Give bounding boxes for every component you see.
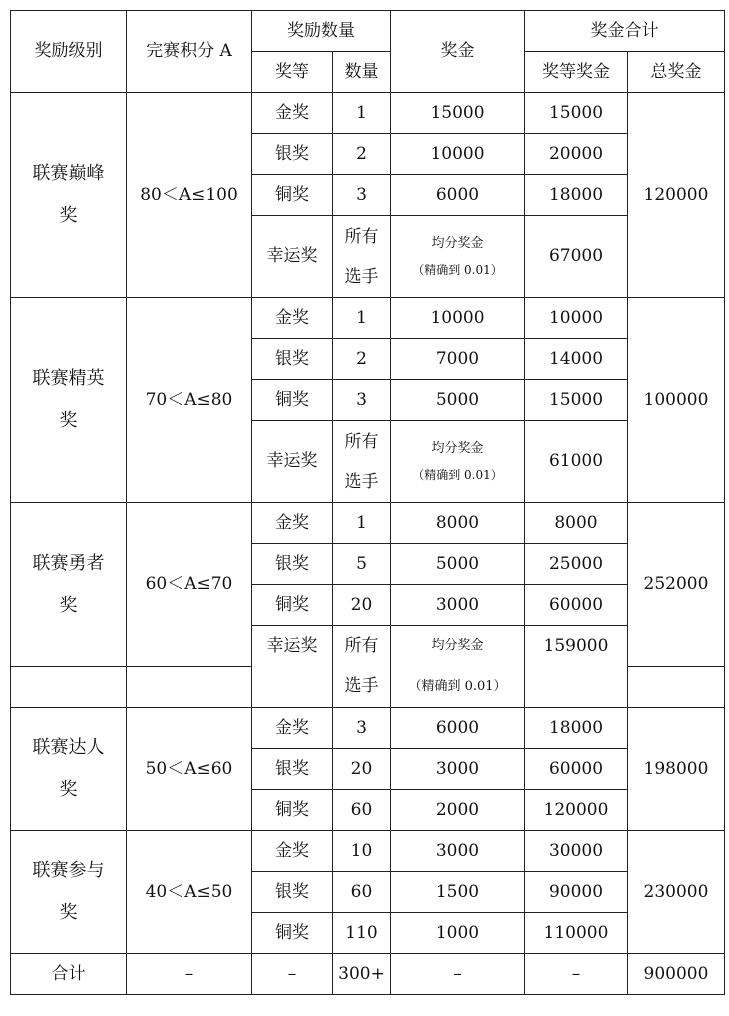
rank-cell: 铜奖 xyxy=(252,175,333,216)
qty-cell: 选手 xyxy=(333,667,391,708)
rank-prize-cell: 8000 xyxy=(525,503,628,544)
prize-cell: 15000 xyxy=(391,93,525,134)
prize-cell: 6000 xyxy=(391,708,525,749)
level-cell xyxy=(11,503,127,667)
level-cell xyxy=(11,298,127,503)
prize-cell: 10000 xyxy=(391,134,525,175)
total-rank-cell: – xyxy=(252,954,333,995)
qty-cell: 60 xyxy=(333,790,391,831)
prize-table-container xyxy=(10,10,724,995)
qty-all-text: 所有 xyxy=(344,226,379,247)
total-row xyxy=(11,954,725,995)
level-name: 联赛巅峰 xyxy=(32,163,105,184)
rank-cell: 金奖 xyxy=(252,298,333,339)
rank-prize-cell: 14000 xyxy=(525,339,628,380)
rank-prize-cell: 110000 xyxy=(525,913,628,954)
total-prize-cell: 230000 xyxy=(628,831,725,954)
rank-cell: 银奖 xyxy=(252,749,333,790)
total-label: 合计 xyxy=(11,954,127,995)
qty-cell: 1 xyxy=(333,298,391,339)
header-prize: 奖金 xyxy=(391,11,525,93)
rank-prize-cell: 159000 xyxy=(525,626,628,667)
table-row xyxy=(11,831,725,872)
total-rank-prize-cell: – xyxy=(525,954,628,995)
score-range: 80＜A≤100 xyxy=(127,93,252,298)
header-reward-count: 奖励数量 xyxy=(252,11,391,52)
rank-prize-cell: 60000 xyxy=(525,585,628,626)
rank-prize-cell: 18000 xyxy=(525,708,628,749)
total-prize-cell: 198000 xyxy=(628,708,725,831)
rank-cell: 金奖 xyxy=(252,503,333,544)
table-row xyxy=(11,93,725,134)
level-cell xyxy=(11,831,127,954)
rank-cell: 金奖 xyxy=(252,708,333,749)
rank-cell: 铜奖 xyxy=(252,913,333,954)
qty-cell: 20 xyxy=(333,749,391,790)
level-cell xyxy=(11,708,127,831)
even-split-text: 均分奖金 xyxy=(431,235,484,251)
rank-prize-cell: 90000 xyxy=(525,872,628,913)
header-rank-prize: 奖等奖金 xyxy=(525,52,628,93)
table-row xyxy=(11,503,725,544)
qty-cell: 1 xyxy=(333,503,391,544)
level-name-suffix: 奖 xyxy=(59,779,78,800)
level-name-suffix: 奖 xyxy=(59,410,78,431)
rank-cell: 铜奖 xyxy=(252,790,333,831)
header-total-prize: 总奖金 xyxy=(628,52,725,93)
level-name: 联赛参与 xyxy=(32,860,105,881)
level-name-suffix: 奖 xyxy=(59,205,78,226)
level-name-suffix: 奖 xyxy=(59,902,78,923)
total-prize-cell-dash: – xyxy=(391,954,525,995)
qty-cell: 5 xyxy=(333,544,391,585)
empty-cell xyxy=(252,667,333,708)
prize-table xyxy=(10,10,725,995)
rank-cell: 铜奖 xyxy=(252,380,333,421)
rank-cell: 银奖 xyxy=(252,544,333,585)
qty-players-text: 选手 xyxy=(344,266,379,287)
qty-cell: 3 xyxy=(333,380,391,421)
qty-cell: 20 xyxy=(333,585,391,626)
qty-cell xyxy=(333,216,391,298)
level-name: 联赛精英 xyxy=(32,368,105,389)
table-row xyxy=(11,708,725,749)
qty-cell: 2 xyxy=(333,339,391,380)
qty-cell: 所有 xyxy=(333,626,391,667)
score-range: 60＜A≤70 xyxy=(127,503,252,667)
rank-cell: 金奖 xyxy=(252,831,333,872)
total-score-cell: – xyxy=(127,954,252,995)
precision-note: （精确到 0.01） xyxy=(412,263,503,278)
total-prize-cell: 120000 xyxy=(628,93,725,298)
rank-cell: 银奖 xyxy=(252,872,333,913)
prize-cell xyxy=(391,421,525,503)
rank-prize-cell: 25000 xyxy=(525,544,628,585)
prize-cell xyxy=(391,216,525,298)
empty-cell xyxy=(525,667,628,708)
rank-prize-cell: 60000 xyxy=(525,749,628,790)
level-cell xyxy=(11,93,127,298)
prize-cell: 1000 xyxy=(391,913,525,954)
prize-cell: 3000 xyxy=(391,585,525,626)
qty-cell: 10 xyxy=(333,831,391,872)
empty-cell xyxy=(628,667,725,708)
qty-cell: 3 xyxy=(333,708,391,749)
rank-cell: 银奖 xyxy=(252,339,333,380)
table-row xyxy=(11,298,725,339)
precision-note: （精确到 0.01） xyxy=(391,667,525,708)
header-level: 奖励级别 xyxy=(11,11,127,93)
prize-cell: 6000 xyxy=(391,175,525,216)
prize-cell: 5000 xyxy=(391,380,525,421)
rank-prize-cell: 20000 xyxy=(525,134,628,175)
even-split-text: 均分奖金 xyxy=(431,440,484,456)
prize-cell: 10000 xyxy=(391,298,525,339)
total-prize-cell: 252000 xyxy=(628,503,725,667)
prize-cell: 8000 xyxy=(391,503,525,544)
empty-cell xyxy=(127,667,252,708)
prize-cell: 3000 xyxy=(391,749,525,790)
rank-prize-cell: 18000 xyxy=(525,175,628,216)
rank-cell: 银奖 xyxy=(252,134,333,175)
qty-cell: 1 xyxy=(333,93,391,134)
score-range: 50＜A≤60 xyxy=(127,708,252,831)
rank-prize-cell: 61000 xyxy=(525,421,628,503)
header-prize-total: 奖金合计 xyxy=(525,11,725,52)
total-qty-cell: 300+ xyxy=(333,954,391,995)
prize-cell: 5000 xyxy=(391,544,525,585)
level-name: 联赛达人 xyxy=(32,737,105,758)
grand-total-cell: 900000 xyxy=(628,954,725,995)
rank-prize-cell: 120000 xyxy=(525,790,628,831)
qty-all-text: 所有 xyxy=(344,431,379,452)
rank-prize-cell: 15000 xyxy=(525,380,628,421)
qty-cell: 110 xyxy=(333,913,391,954)
header-score: 完赛积分 A xyxy=(127,11,252,93)
rank-prize-cell: 10000 xyxy=(525,298,628,339)
prize-cell: 7000 xyxy=(391,339,525,380)
level-name-suffix: 奖 xyxy=(59,594,78,616)
rank-prize-cell: 30000 xyxy=(525,831,628,872)
qty-cell xyxy=(333,421,391,503)
prize-cell: 均分奖金 xyxy=(391,626,525,667)
prize-cell: 3000 xyxy=(391,831,525,872)
rank-prize-cell: 67000 xyxy=(525,216,628,298)
table-row-continued xyxy=(11,667,725,708)
qty-cell: 3 xyxy=(333,175,391,216)
precision-note: （精确到 0.01） xyxy=(412,468,503,483)
rank-cell: 幸运奖 xyxy=(252,626,333,667)
prize-cell: 1500 xyxy=(391,872,525,913)
total-prize-cell: 100000 xyxy=(628,298,725,503)
rank-cell: 幸运奖 xyxy=(252,216,333,298)
rank-cell: 幸运奖 xyxy=(252,421,333,503)
qty-players-text: 选手 xyxy=(344,471,379,492)
score-range: 40＜A≤50 xyxy=(127,831,252,954)
qty-cell: 60 xyxy=(333,872,391,913)
header-qty: 数量 xyxy=(333,52,391,93)
header-rank: 奖等 xyxy=(252,52,333,93)
level-name: 联赛勇者 xyxy=(32,552,105,574)
qty-cell: 2 xyxy=(333,134,391,175)
empty-cell xyxy=(11,667,127,708)
header-row-1 xyxy=(11,11,725,52)
rank-prize-cell: 15000 xyxy=(525,93,628,134)
rank-cell: 铜奖 xyxy=(252,585,333,626)
rank-cell: 金奖 xyxy=(252,93,333,134)
score-range: 70＜A≤80 xyxy=(127,298,252,503)
prize-cell: 2000 xyxy=(391,790,525,831)
